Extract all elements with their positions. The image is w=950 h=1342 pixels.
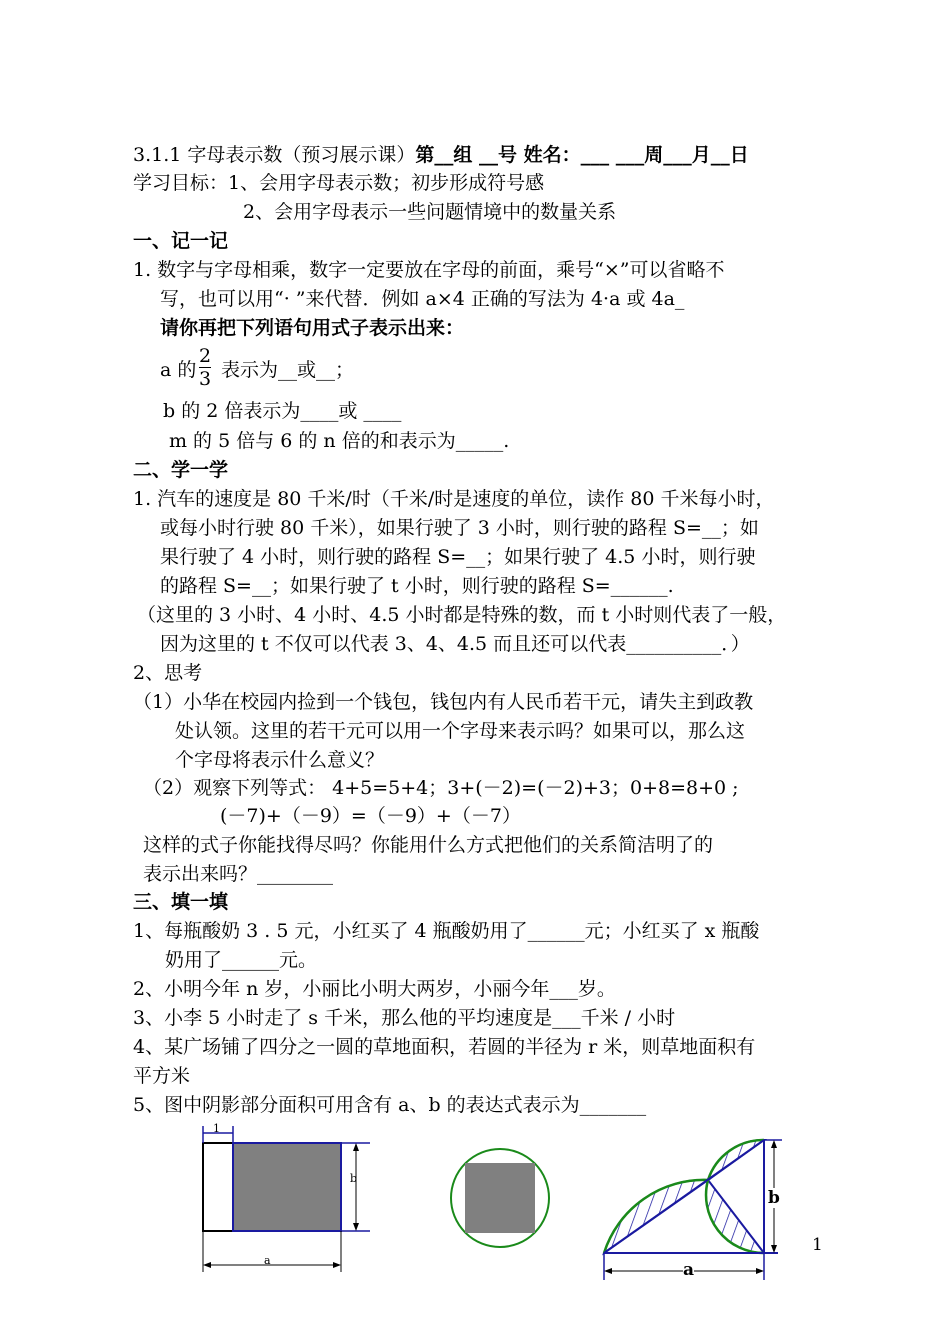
worksheet-title: 3.1.1 字母表示数（预习展示课）第__组 __号 姓名：___ ___周___月__日 [133, 144, 749, 166]
arrow-head [203, 1262, 211, 1268]
arrow-head [353, 1143, 359, 1151]
section-heading-1: 一、记一记 [133, 230, 229, 252]
fill-1-line-2: 奶用了______元。 [165, 949, 318, 971]
think-1-line-1: （1）小华在校园内捡到一个钱包，钱包内有人民币若干元，请失主到政教 [133, 691, 754, 713]
speed-line-1: 1. 汽车的速度是 80 千米/时（千米/时是速度的单位，读作 80 千米每小时， [133, 488, 775, 510]
arrow-head [771, 1245, 777, 1253]
fraction-numerator: 2 [199, 345, 212, 367]
think-2-line-4: 表示出来吗？________ [143, 863, 334, 885]
student-info-fields: 第__组 __号 姓名：___ ___周___月__日 [415, 144, 749, 166]
fill-3: 3、小李 5 小时走了 s 千米，那么他的平均速度是___千米 / 小时 [133, 1007, 676, 1029]
fill-5: 5、图中阴影部分面积可用含有 a、b 的表达式表示为_______ [133, 1094, 647, 1116]
fill-4-line-2: 平方米 [133, 1065, 191, 1087]
think-2-line-1: （2）观察下列等式： 4+5=5+4；3+(－2)=(－2)+3；0+8=8+0 ; [143, 777, 739, 799]
shaded-square [465, 1163, 535, 1233]
figure-circle-square [451, 1149, 549, 1247]
think-heading: 2、思考 [133, 662, 203, 684]
think-2-line-3: 这样的式子你能找得尽吗？你能用什么方式把他们的关系简洁明了的 [143, 834, 714, 856]
shaded-rectangle [233, 1143, 341, 1231]
fig1-label-1: 1 [213, 1122, 220, 1135]
fill-2: 2、小明今年 n 岁，小丽比小明大两岁，小丽今年___岁。 [133, 978, 616, 1000]
arrow-head [333, 1262, 341, 1268]
figure-rectangle [203, 1126, 370, 1272]
question-double-b: b 的 2 倍表示为____或 ____ [163, 400, 402, 422]
arrow-head [756, 1268, 764, 1274]
fig1-label-b: b [350, 1172, 358, 1185]
fraction-denominator: 3 [199, 368, 212, 390]
objective-line-1: 学习目标：1、会用字母表示数；初步形成符号感 [133, 172, 545, 194]
speed-line-3: 果行驶了 4 小时，则行驶的路程 S=__；如果行驶了 4.5 小时，则行驶 [160, 546, 756, 568]
question-sum-mn: m 的 5 倍与 6 的 n 倍的和表示为_____. [169, 430, 510, 452]
think-1-line-3: 个字母将表示什么意义？ [175, 749, 385, 771]
arrow-head [353, 1223, 359, 1231]
exercise-prompt: 请你再把下列语句用式子表示出来： [160, 317, 465, 339]
fig3-label-b: b [768, 1188, 780, 1208]
fill-1-line-1: 1、每瓶酸奶 3 . 5 元，小红买了 4 瓶酸奶用了______元；小红买了 x 瓶酸 [133, 920, 760, 942]
rule-line-2: 写，也可以用“· ”来代替．例如 a×4 正确的写法为 4·a 或 4a_ [160, 288, 685, 310]
fig1-label-a: a [264, 1254, 271, 1267]
question-fraction-prefix: a 的 [160, 359, 197, 381]
fig3-label-a: a [683, 1260, 695, 1280]
speed-line-5: （这里的 3 小时、4 小时、4.5 小时都是特殊的数，而 t 小时则代表了一般， [137, 604, 787, 626]
rule-line-1: 1. 数字与字母相乘，数字一定要放在字母的前面，乘号“×”可以省略不 [133, 259, 725, 281]
section-heading-2: 二、学一学 [133, 459, 229, 481]
figure-semicircles [604, 1140, 782, 1280]
speed-line-4: 的路程 S=__；如果行驶了 t 小时，则行驶的路程 S=______. [160, 575, 674, 597]
arrow-head [771, 1140, 777, 1148]
arrow-head [604, 1268, 612, 1274]
section-heading-3: 三、填一填 [133, 891, 229, 913]
question-fraction-suffix: 表示为__或__； [221, 359, 355, 381]
hatched-region-right [706, 1180, 764, 1253]
fill-4-line-1: 4、某广场铺了四分之一圆的草地面积，若圆的半径为 r 米，则草地面积有 [133, 1036, 756, 1058]
speed-line-6: 因为这里的 t 不仅可以代表 3、4、4.5 而且还可以代表__________．） [160, 633, 750, 655]
speed-line-2: 或每小时行驶 80 千米），如果行驶了 3 小时，则行驶的路程 S=__；如 [160, 517, 759, 539]
page-number: 1 [812, 1235, 823, 1255]
think-1-line-2: 处认领。这里的若干元可以用一个字母来表示吗？如果可以，那么这 [175, 720, 746, 742]
think-2-line-2: (－7)+（－9）=（－9）+（－7） [220, 805, 521, 827]
objective-line-2: 2、会用字母表示一些问题情境中的数量关系 [243, 201, 617, 223]
